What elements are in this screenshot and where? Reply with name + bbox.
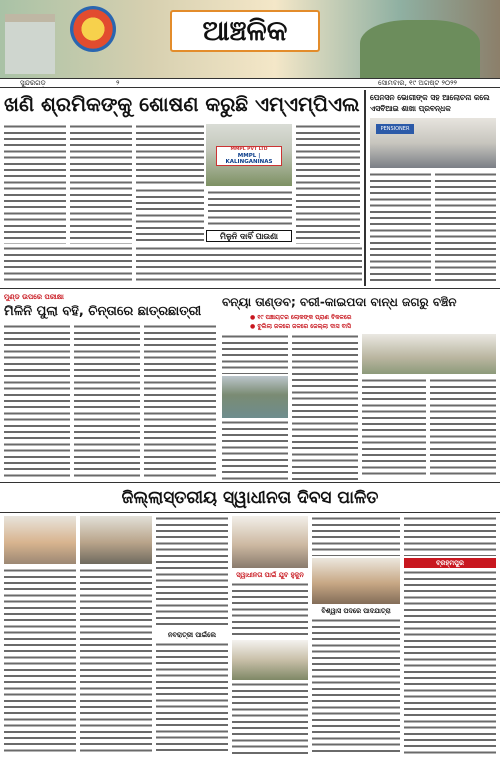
independence-sub-3: ବିଶ୍ୱାସ ପଦରେ ପାଦଯାତ୍ରା (321, 607, 391, 615)
sign-text: MMPL | KALINGANINAS (225, 153, 273, 165)
flood-bullet-1-text: ୧୯ ପଞ୍ଚାୟତର ଲୋକଙ୍କ ପ୍ରାଣ ବିକଳରେ (257, 314, 352, 321)
flood-col-3 (362, 378, 426, 478)
flood-col-4 (430, 378, 496, 478)
independence-col-5 (312, 516, 400, 556)
page-number: ୨ (116, 79, 120, 87)
lead-subhead-box: ମିଳୁନି ଦାବିଁ ପାଉଣା (206, 230, 292, 242)
independence-col-6a (404, 516, 496, 556)
section-rule-2 (0, 482, 500, 483)
lead-col-5 (296, 124, 360, 244)
right-top-headline: ପେନସନ ଭୋଗୀଙ୍କ ସହ ଆଲୋଚନା କଲେ ଏସବିଆଇ ଶାଖା ପ୍ରବନ୍ଧକ (370, 93, 490, 113)
independence-headline: ଜିଲ୍ଲାସ୍ତରୀୟ ସ୍ୱାଧୀନତା ଦିବସ ପାଳିତ (121, 488, 379, 508)
pensioner-meeting-photo (370, 118, 496, 168)
flood-headline: ବନ୍ୟା ତାଣ୍ଡବ; ବରୀ-କାଇପଦା ବାନ୍ଧ ଜଗରୁ ବଞ୍ଚିନ (222, 295, 457, 309)
independence-col-4 (232, 582, 308, 638)
independence-col-3b (156, 642, 228, 754)
exam-col-2 (74, 324, 140, 478)
exam-col-1 (4, 324, 70, 478)
lead-col-1 (4, 124, 66, 244)
right-top-col-1 (370, 172, 431, 284)
wheel-emblem-icon (70, 6, 116, 52)
brahmapur-box: ବ୍ରହ୍ମପୁର (404, 558, 496, 568)
right-top-col-2 (435, 172, 496, 284)
parade-photo-1 (4, 516, 76, 564)
independence-sub-2: ନବରାତ୍ରୀ ପାଇଁଲେ (168, 631, 216, 639)
flood-bullet-2-text: ବୁଲିଲା ଜଳରେ ଜଳରେ ଜେଲ୍ଲା ଦାସ ବାସି (257, 323, 351, 330)
pensioner-sign: PENSIONER (376, 124, 414, 134)
flood-bullet-1: ● ୧୯ ପଞ୍ଚାୟତର ଲୋକଙ୍କ ପ୍ରାଣ ବିକଳରେ (250, 314, 352, 321)
exam-kicker: ମୁଣ୍ଡ ଉପରେ ପରୀକ୍ଷା (4, 293, 64, 301)
independence-col-2 (80, 568, 152, 754)
flood-bullet-2: ● ବୁଲିଲା ଜଳରେ ଜଳରେ ଜେଲ୍ଲା ଦାସ ବାସି (250, 323, 351, 330)
lead-bottom-block (136, 246, 362, 284)
independence-col-5b (312, 618, 400, 754)
flood-col-2 (292, 334, 358, 480)
date-bar (0, 78, 500, 88)
ceremony-photo (232, 516, 308, 568)
flood-col-1a (222, 334, 288, 374)
students-photo (312, 558, 400, 604)
independence-sub-1: ସ୍ୱାଧୀନତା ପାଇଁ ଯୁବ ହୁକୁନ (236, 571, 304, 579)
lead-headline: ଖଣି ଶ୍ରମିକଙ୍କୁ ଶୋଷଣ କରୁଛି ଏମ୍ଏମ୍ପିଏଲ (4, 92, 360, 116)
section-rule (0, 288, 500, 289)
sign-subtext: MMPL PVT LTD (230, 147, 268, 152)
flood-building-photo (362, 334, 496, 374)
independence-col-4b (232, 682, 308, 754)
section-rule-3 (0, 512, 500, 513)
left-label: ସୁନ୍ଦରଗଡ଼ (20, 79, 46, 87)
lead-col-3b (136, 188, 204, 244)
group-photo (232, 640, 308, 680)
lead-col-3 (136, 124, 204, 184)
independence-col-3 (156, 516, 228, 628)
exam-col-3 (144, 324, 216, 478)
lead-bottom-left (4, 246, 132, 284)
temple-image (5, 14, 55, 74)
parade-photo-2 (80, 516, 152, 564)
section-title: ଆଞ୍ଚଳିକ (170, 10, 320, 52)
mmpl-sign-photo (206, 124, 292, 186)
independence-col-1 (4, 568, 76, 754)
lead-col-2 (70, 124, 132, 244)
column-rule (364, 90, 366, 286)
flood-river-photo (222, 376, 288, 418)
lead-col-4 (208, 190, 292, 228)
landscape-image (360, 20, 480, 78)
exam-headline: ମିଳିନି ପୁଲା ବହି, ଚିନ୍ତାରେ ଛାତ୍ରଛାତ୍ରୀ (4, 304, 202, 319)
flood-col-1b (222, 420, 288, 480)
issue-date: ସୋମବାର, ୧୯ ଅଗଷ୍ଟ ୨୦୨୨ (378, 79, 458, 87)
independence-col-6 (404, 570, 496, 754)
masthead-banner (0, 0, 500, 78)
